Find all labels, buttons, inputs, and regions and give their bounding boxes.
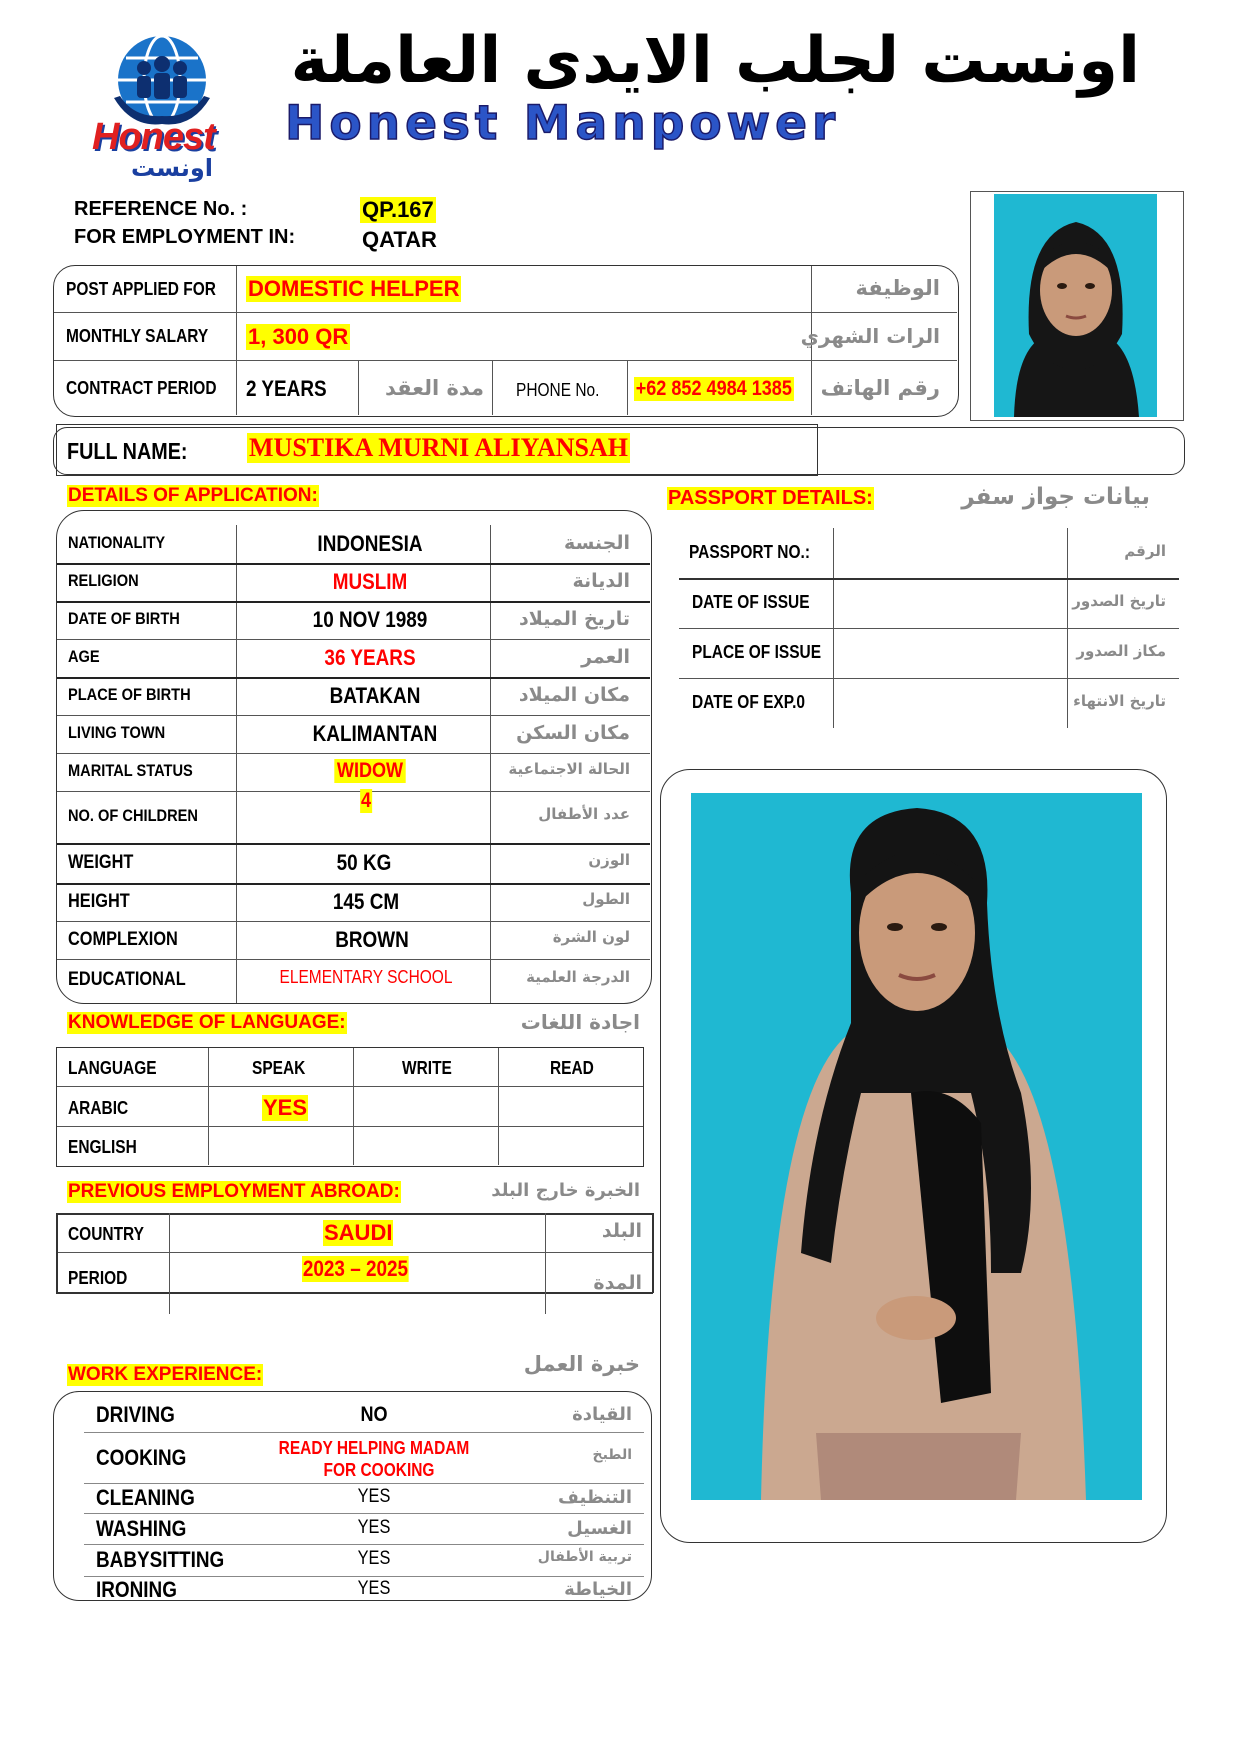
lang-header-read: READ [550,1058,594,1078]
details-ar: مكان الميلاد [518,684,630,706]
details-label: AGE [68,647,100,666]
details-label: WEIGHT [68,852,134,873]
applicant-photo-small [994,194,1157,417]
title-ar: اونست لجلب الايدى العاملة [290,24,1140,98]
details-value: 50 KG [336,850,392,875]
details-value: 10 NOV 1989 [312,607,428,632]
details-label: NATIONALITY [68,533,166,552]
details-value: 145 CM [332,889,400,914]
passport-ar: تاريخ الصدور [1072,592,1166,610]
contract-ar: مدة العقد [384,376,484,400]
work-label: DRIVING [96,1402,175,1427]
previous-country-value: SAUDI [324,1220,393,1245]
salary-value: 1, 300 QR [248,324,349,349]
person-portrait-icon [994,194,1157,417]
work-value: YES [357,1486,391,1507]
lang-english-name: ENGLISH [68,1137,137,1157]
details-ar: الوزن [588,851,630,869]
details-label: LIVING TOWN [68,723,166,742]
work-ar: القيادة [572,1404,632,1425]
work-heading: WORK EXPERIENCE: [68,1364,263,1385]
previous-period-ar: المدة [593,1272,642,1294]
details-value: 4 [360,789,372,812]
passport-ar: الرقم [1124,542,1166,560]
details-ar: لون الشرة [552,928,630,946]
logo-text-en: Honest [92,116,215,158]
details-label: PLACE OF BIRTH [68,685,191,704]
full-name-value: MUSTIKA MURNI ALIYANSAH [249,433,628,462]
details-label: MARITAL STATUS [68,761,193,780]
work-value-line2: FOR COOKING [323,1460,435,1480]
applicant-photo-large [691,793,1142,1500]
details-label: DATE OF BIRTH [68,609,180,628]
lang-header-write: WRITE [402,1058,452,1078]
details-ar: الحالة الاجتماعية [508,760,630,778]
previous-country-label: COUNTRY [68,1224,144,1244]
lang-header-language: LANGUAGE [68,1058,157,1078]
passport-label: PLACE OF ISSUE [692,642,822,662]
language-heading-ar: اجادة اللغات [520,1010,640,1034]
post-label: POST APPLIED FOR [66,279,216,299]
work-value: NO [360,1403,388,1426]
work-ar: الغسيل [567,1517,632,1539]
lang-arabic-name: ARABIC [68,1098,129,1118]
work-value: YES [357,1516,391,1538]
work-ar: تربية الأطفال [537,1549,632,1565]
logo-text-ar: اونست [131,155,213,182]
details-value: ELEMENTARY SCHOOL [279,966,453,987]
phone-label: PHONE No. [516,380,600,400]
reference-value: QP.167 [362,197,434,222]
language-heading: KNOWLEDGE OF LANGUAGE: [68,1012,346,1033]
details-label: NO. OF CHILDREN [68,806,198,825]
passport-ar: مكاز الصدور [1076,642,1166,660]
details-ar: الجنسة [564,532,630,554]
details-value: BATAKAN [329,683,421,708]
post-value: DOMESTIC HELPER [248,276,460,301]
salary-label: MONTHLY SALARY [66,326,209,346]
contract-label: CONTRACT PERIOD [66,378,217,398]
passport-label: PASSPORT NO.: [689,542,810,562]
post-ar: الوظيفة [855,276,940,300]
title-en: Honest Manpower [285,96,841,151]
details-ar: الدرجة العلمية [526,967,630,986]
lang-arabic-speak: YES [263,1095,308,1120]
work-value: YES [357,1578,391,1599]
photo-frame-small [970,191,1184,421]
details-label: RELIGION [68,571,139,590]
phone-value: +62 852 4984 1385 [635,377,792,400]
full-name-label: FULL NAME: [67,438,188,464]
details-ar: مكان السكن [516,722,630,744]
details-value: BROWN [335,927,409,952]
details-label: COMPLEXION [68,929,178,950]
details-ar: الطول [582,890,630,908]
details-label: HEIGHT [68,891,130,912]
work-label: WASHING [96,1515,187,1541]
details-value: KALIMANTAN [312,721,438,746]
passport-heading-ar: بيانات جواز سفر [961,484,1150,510]
details-value: INDONESIA [317,531,423,556]
reference-label: REFERENCE No. : [74,198,248,220]
work-ar: الخياطة [564,1579,632,1600]
previous-heading: PREVIOUS EMPLOYMENT ABROAD: [68,1181,400,1202]
work-value: YES [357,1548,391,1569]
details-ar: الديانة [572,570,630,592]
previous-period-label: PERIOD [68,1268,128,1288]
details-ar: عدد الأطفال [538,805,630,823]
details-ar: تاريخ الميلاد [519,608,630,630]
work-value: READY HELPING MADAM [278,1438,470,1458]
salary-ar: الرات الشهري [800,324,940,348]
phone-ar: رقم الهاتف [820,376,940,400]
lang-header-speak: SPEAK [252,1058,306,1078]
work-label: BABYSITTING [96,1547,225,1572]
person-full-icon [691,793,1142,1500]
previous-heading-ar: الخبرة خارج البلد [491,1180,640,1201]
work-ar: التنظيف [558,1487,632,1508]
employment-value: QATAR [362,227,437,252]
work-label: IRONING [96,1577,177,1602]
passport-heading: PASSPORT DETAILS: [668,487,873,509]
passport-label: DATE OF ISSUE [692,592,810,612]
previous-country-ar: البلد [601,1220,642,1242]
details-ar: العمر [581,646,630,668]
logo [92,28,252,182]
details-value: MUSLIM [332,569,408,594]
work-heading-ar: خبرة العمل [523,1352,640,1376]
details-heading: DETAILS OF APPLICATION: [68,485,318,506]
details-label: EDUCATIONAL [68,968,186,990]
passport-label: DATE OF EXP.0 [692,692,805,712]
work-ar: الطبخ [592,1446,632,1463]
contract-value: 2 YEARS [246,376,327,401]
work-label: CLEANING [96,1485,195,1510]
work-label: COOKING [96,1444,187,1470]
employment-label: FOR EMPLOYMENT IN: [74,226,296,248]
previous-period-value: 2023 – 2025 [302,1256,409,1281]
passport-ar: تاريخ الانتهاء [1073,692,1166,710]
details-value: WIDOW [334,759,405,783]
details-value: 36 YEARS [324,645,416,670]
